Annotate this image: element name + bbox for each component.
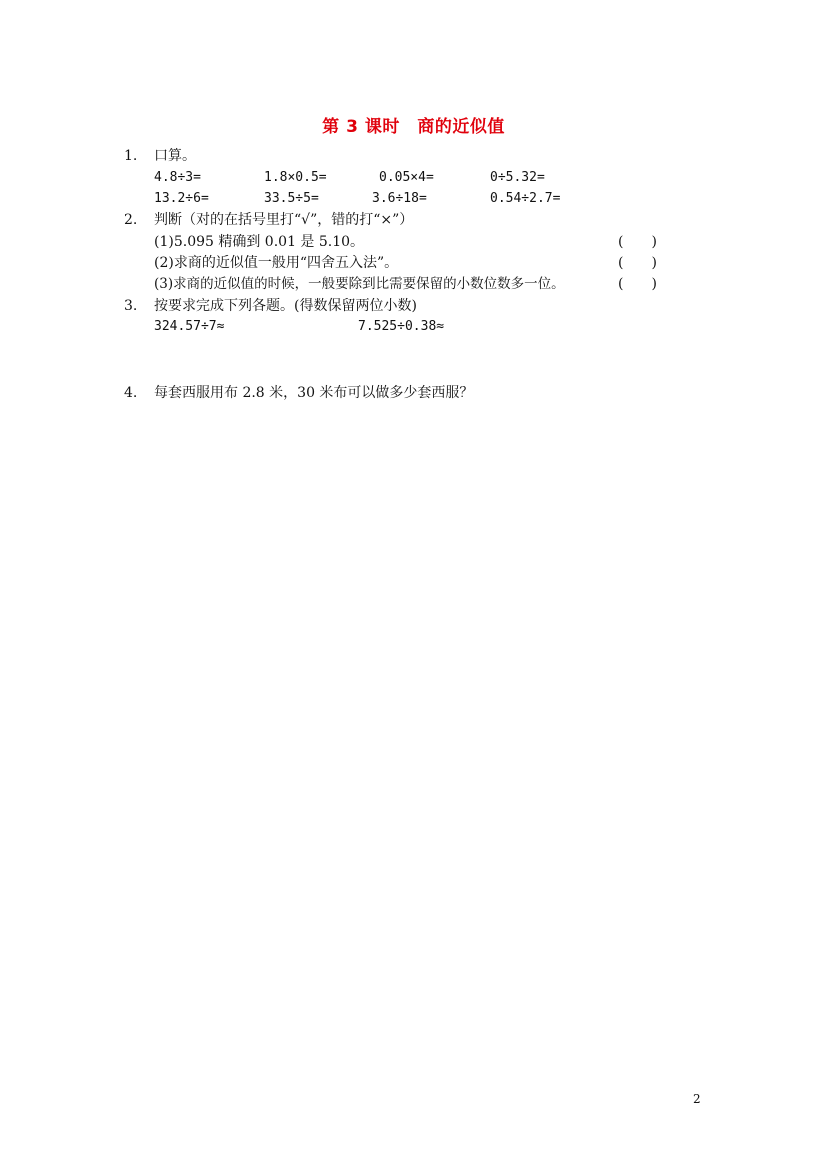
q2-item-2: (2)求商的近似值一般用“四舍五入法”。 bbox=[154, 255, 399, 271]
q1-number: 1. bbox=[124, 148, 138, 164]
q3-number: 3. bbox=[124, 298, 138, 314]
q1-row1-item: 0÷5.32= bbox=[490, 170, 545, 185]
q4-number: 4. bbox=[124, 385, 138, 401]
q1-row1-item: 0.05×4= bbox=[379, 170, 434, 185]
q2-number: 2. bbox=[124, 212, 138, 228]
q1-row2-item: 0.54÷2.7= bbox=[490, 191, 561, 206]
q2-answer-paren-2: ( ) bbox=[618, 255, 657, 271]
q2-stem: 判断（对的在括号里打“√”，错的打“×”） bbox=[154, 212, 414, 228]
lesson-title: 第 3 课时 商的近似值 bbox=[322, 117, 505, 137]
q1-row1-item: 1.8×0.5= bbox=[264, 170, 327, 185]
q3-stem: 按要求完成下列各题。(得数保留两位小数) bbox=[154, 298, 417, 314]
q1-row1-item: 4.8÷3= bbox=[154, 170, 201, 185]
q2-item-3: (3)求商的近似值的时候，一般要除到比需要保留的小数位数多一位。 bbox=[154, 276, 565, 292]
q1-row2-item: 33.5÷5= bbox=[264, 191, 319, 206]
q2-item-1: (1)5.095 精确到 0.01 是 5.10。 bbox=[154, 234, 365, 250]
q2-answer-paren-1: ( ) bbox=[618, 234, 657, 250]
q1-row2-item: 13.2÷6= bbox=[154, 191, 209, 206]
q1-row2-item: 3.6÷18= bbox=[372, 191, 427, 206]
q3-item-2: 7.525÷0.38≈ bbox=[358, 319, 445, 334]
page-number: 2 bbox=[693, 1092, 701, 1106]
q1-stem: 口算。 bbox=[154, 148, 196, 164]
q2-answer-paren-3: ( ) bbox=[618, 276, 657, 292]
q4-stem: 每套西服用布 2.8 米，30 米布可以做多少套西服？ bbox=[154, 385, 474, 401]
q3-item-1: 324.57÷7≈ bbox=[154, 319, 225, 334]
